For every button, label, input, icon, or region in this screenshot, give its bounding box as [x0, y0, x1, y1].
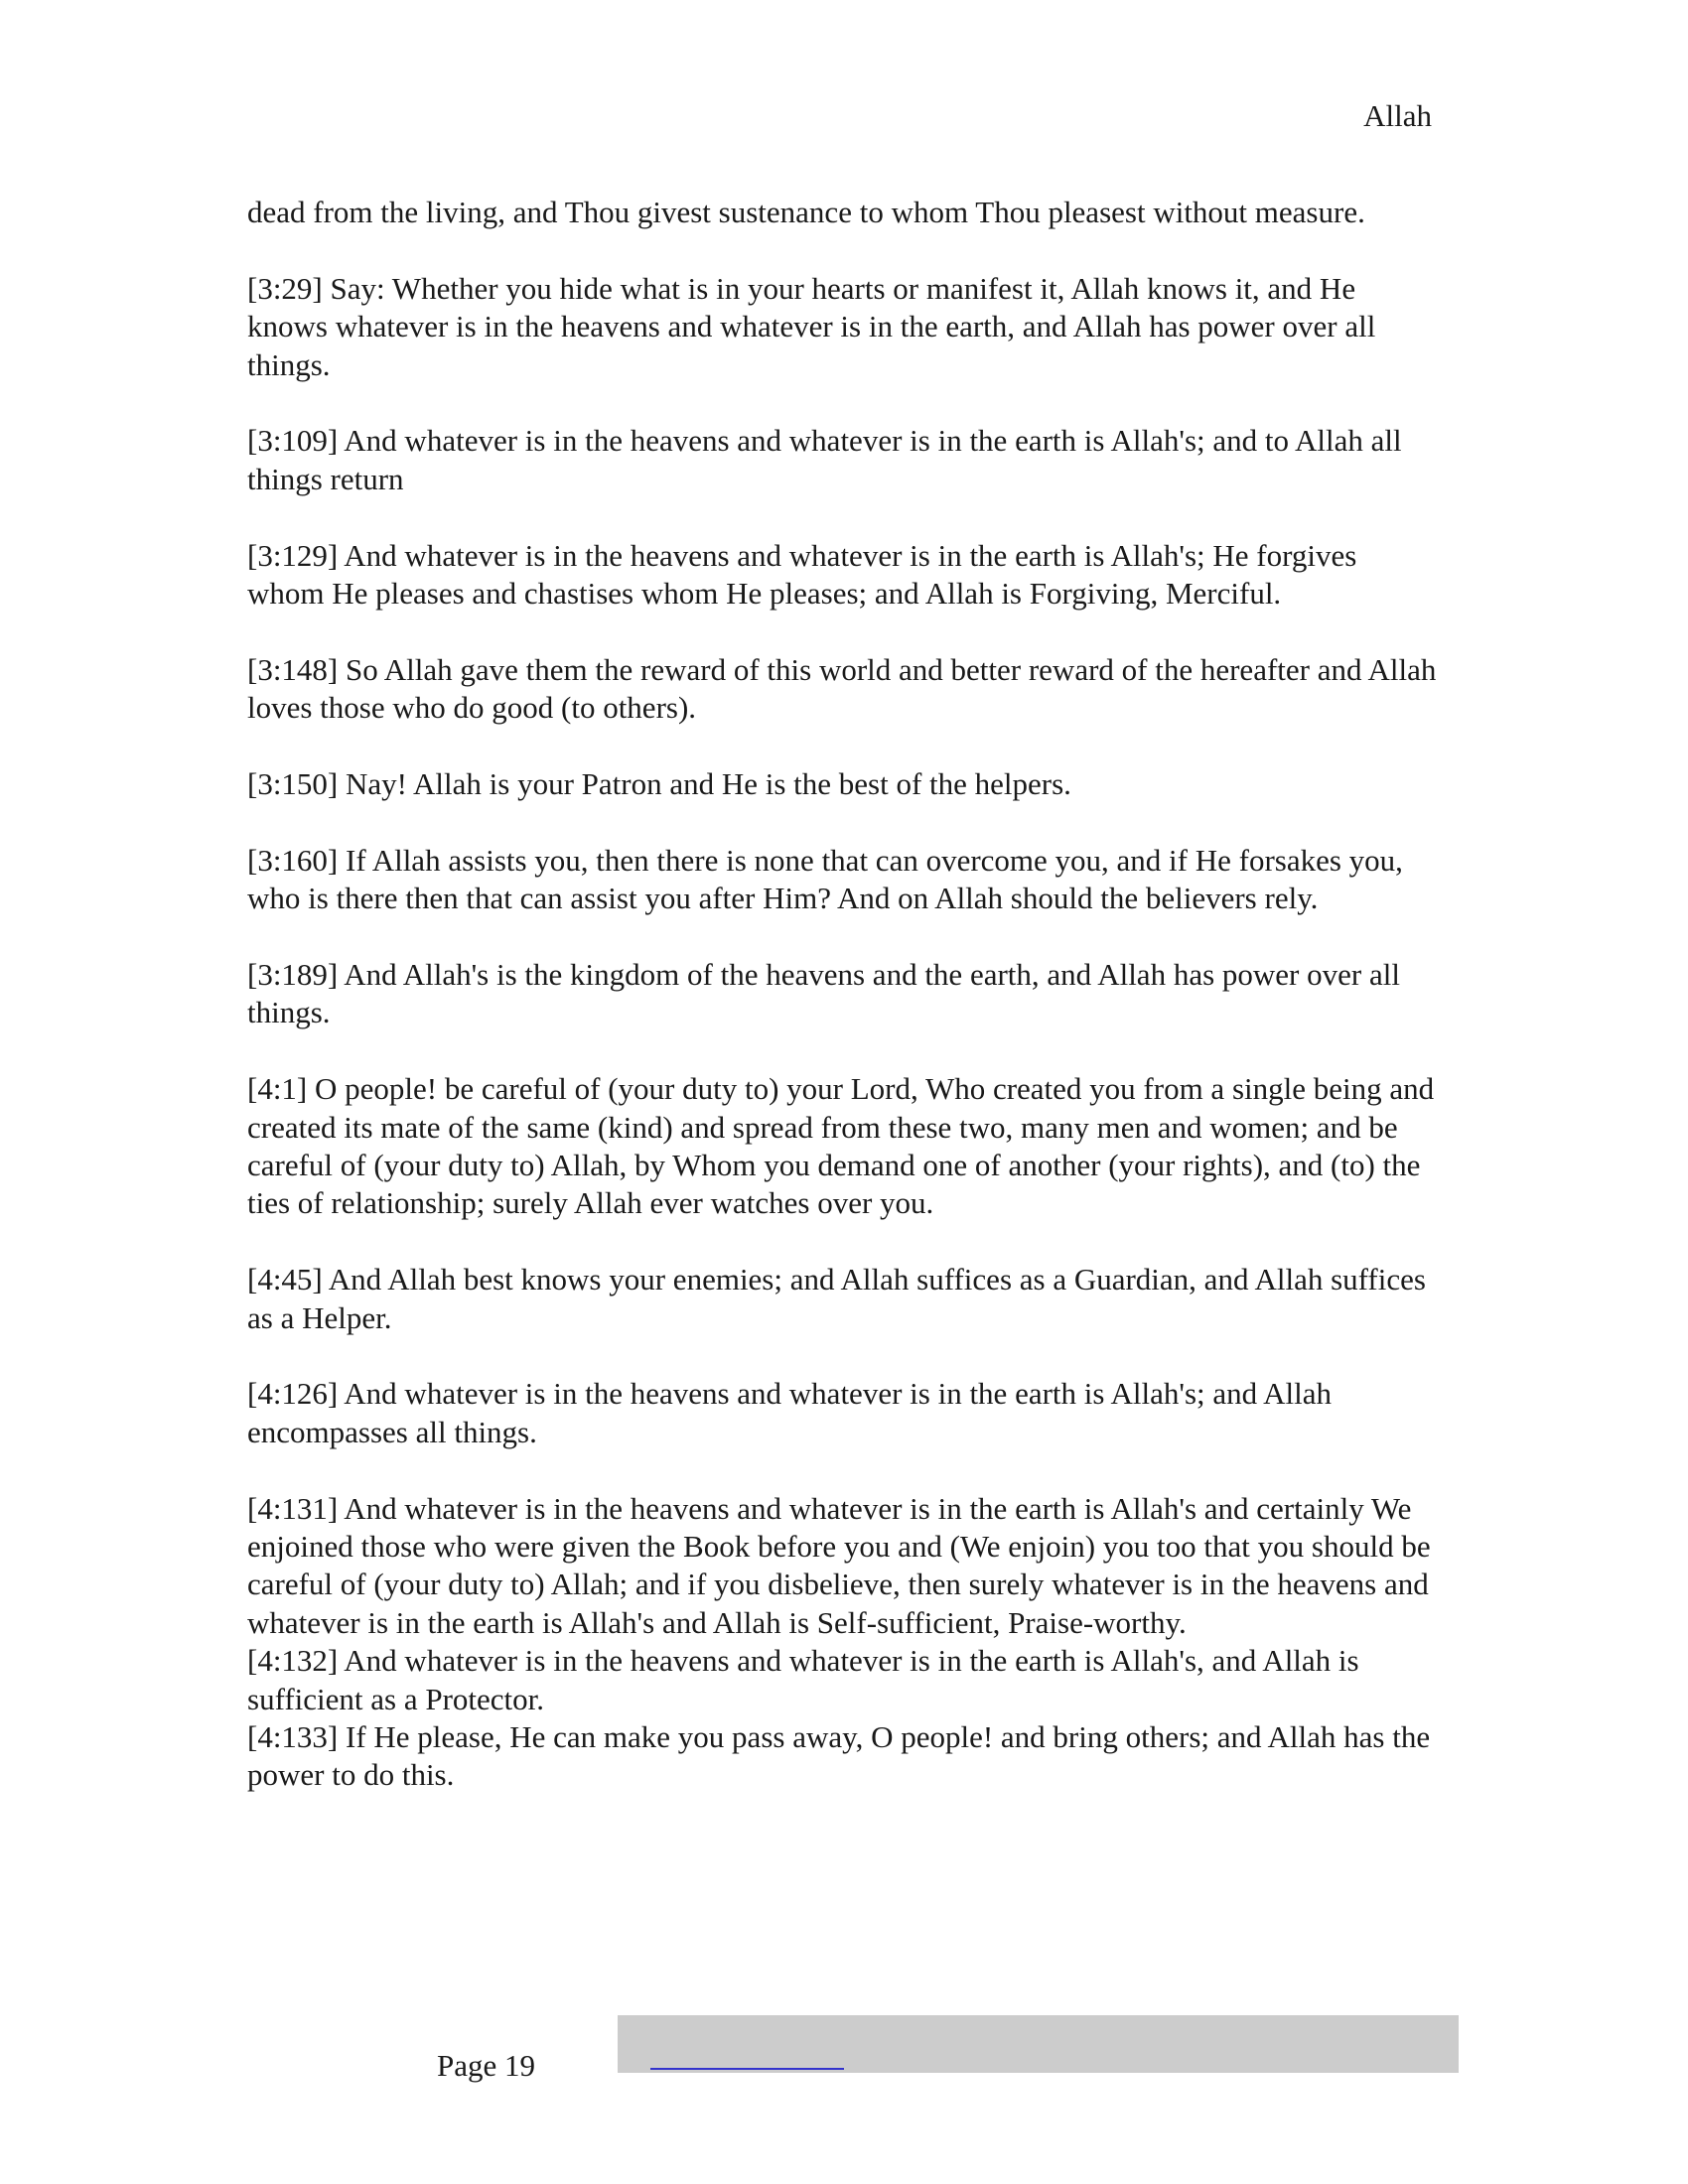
verse-paragraph: [4:131] And whatever is in the heavens and whatever is in the earth is Allah's and certainly We enjoined those who were given the Book before you and (We enjoin) you too that you should be careful of (your duty to) Allah; and if you disbelieve, then surely whatever is in the heavens and whatever is in the earth is Allah's and Allah is Self-sufficient, Praise-worthy.: [247, 1490, 1431, 1640]
page-body: [247, 194, 1439, 1795]
running-header-title: Allah: [1363, 98, 1432, 133]
verse-paragraph: dead from the living, and Thou givest sustenance to whom Thou pleasest without measure.: [247, 195, 1365, 229]
verse-paragraph: [4:1] O people! be careful of (your duty to) your Lord, Who created you from a single being and created its mate of the same (kind) and spread from these two, many men and women; and be careful of (your duty to) Allah, by Whom you demand one of another (your rights), and (to) the ties of relationship; surely Allah ever watches over you.: [247, 1071, 1435, 1221]
page-number: Page 19: [437, 2048, 536, 2083]
verse-paragraph: [4:133] If He please, He can make you pass away, O people! and bring others; and Allah has the power to do this.: [247, 1719, 1431, 1793]
footer-link-underline[interactable]: [650, 2068, 844, 2070]
verse-paragraph: [3:150] Nay! Allah is your Patron and He is the best of the helpers.: [247, 766, 1071, 802]
verse-paragraph: [3:109] And whatever is in the heavens and whatever is in the earth is Allah's; and to Allah all things return: [247, 423, 1402, 496]
verse-paragraph: [4:132] And whatever is in the heavens and whatever is in the earth is Allah's, and Allah is sufficient as a Protector.: [247, 1643, 1359, 1716]
verse-paragraph: [3:29] Say: Whether you hide what is in your hearts or manifest it, Allah knows it, and He knows whatever is in the heavens and whatever is in the earth, and Allah has power over all things.: [247, 270, 1376, 382]
verse-paragraph: [3:148] So Allah gave them the reward of this world and better reward of the hereafter and Allah loves those who do good (to others).: [247, 651, 1437, 726]
verse-paragraph: [4:45] And Allah best knows your enemies; and Allah suffices as a Guardian, and Allah suffices as a Helper.: [247, 1262, 1426, 1335]
verse-paragraph: [3:129] And whatever is in the heavens and whatever is in the earth is Allah's; He forgives whom He pleases and chastises whom He pleases; and Allah is Forgiving, Merciful.: [247, 537, 1357, 612]
verse-paragraph: [4:126] And whatever is in the heavens and whatever is in the earth is Allah's; and Allah encompasses all things.: [247, 1376, 1333, 1449]
verse-paragraph: [3:189] And Allah's is the kingdom of the heavens and the earth, and Allah has power over all things.: [247, 957, 1400, 1030]
footer-bar: [618, 2015, 1459, 2073]
verse-paragraph: [3:160] If Allah assists you, then there is none that can overcome you, and if He forsakes you, who is there then that can assist you after Him? And on Allah should the believers rely.: [247, 842, 1403, 916]
